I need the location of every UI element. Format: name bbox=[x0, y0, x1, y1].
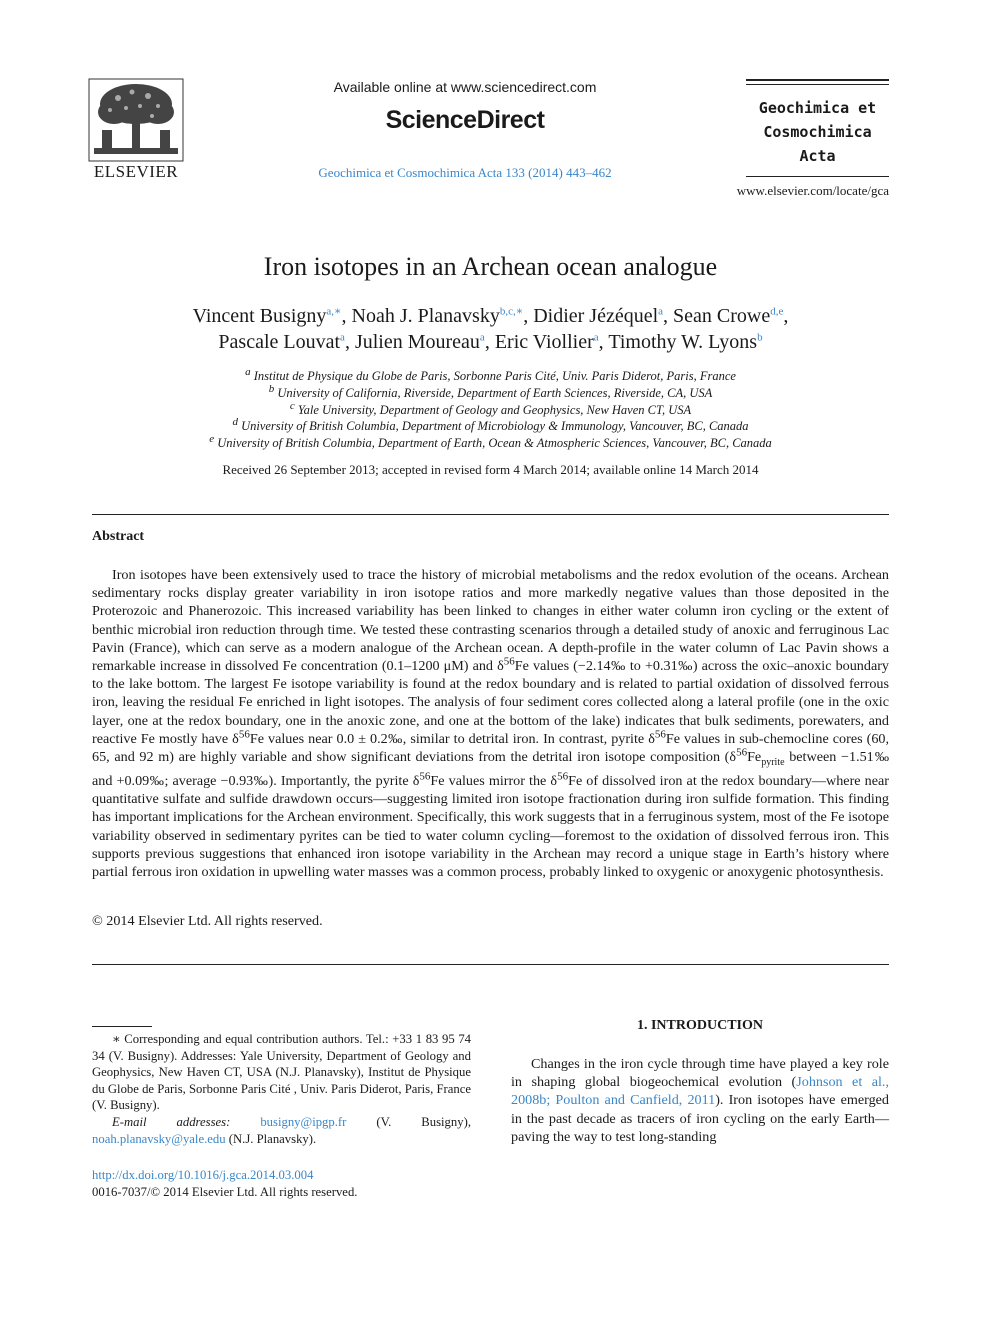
footnote-rule bbox=[92, 1026, 152, 1027]
affiliation-text: University of British Columbia, Department of Earth, Ocean & Atmospheric Sciences, Vancouver, BC, Canada bbox=[217, 436, 772, 451]
author-marks[interactable]: d,e bbox=[770, 305, 784, 318]
isotope-superscript: 56 bbox=[557, 770, 569, 783]
corresponding-footnote bbox=[92, 1031, 471, 1114]
author-sep: , bbox=[344, 331, 355, 353]
abstract-text-run: Fe bbox=[747, 749, 762, 766]
abstract-text-run: Fe values mirror the δ bbox=[430, 773, 558, 790]
journal-line: Acta bbox=[799, 147, 836, 165]
journal-rule-top bbox=[746, 79, 889, 81]
affiliation-text: University of British Columbia, Department of Microbiology & Immunology, Vancouver, BC, Canada bbox=[241, 419, 749, 434]
author-marks[interactable]: b bbox=[757, 331, 763, 344]
abstract-text-run: Fe values (−2.14‰ to +0.31‰) across the oxic–anoxic boundary to the lake bottom. The largest Fe isotope variability is found at the redox boundary and is related to partial oxidation of dissolved ferrous iron, leaving the residual Fe enriched in light isotopes. The analysis of four sediment cores collected along a lateral profile (one in the oxic layer, one at the redox boundary, one in the anoxic zone, and one at the bottom of the lake) indicates that bulk sediments, porewaters, and reactive Fe mostly have δ bbox=[92, 658, 889, 747]
affiliation-mark: d bbox=[232, 416, 238, 429]
author[interactable] bbox=[355, 331, 485, 353]
isotope-superscript: 56 bbox=[238, 728, 250, 741]
issn-copyright: 0016-7037/© 2014 Elsevier Ltd. All rights reserved. bbox=[92, 1185, 358, 1199]
abstract-body bbox=[92, 566, 889, 881]
article-title: Iron isotopes in an Archean ocean analogue bbox=[263, 252, 718, 281]
author[interactable] bbox=[608, 331, 762, 353]
affiliation-text: Yale University, Department of Geology and Geophysics, New Haven CT, USA bbox=[297, 402, 692, 417]
affiliation-mark: e bbox=[209, 433, 215, 446]
platform-brand: ScienceDirect bbox=[385, 106, 545, 134]
author-sep: , bbox=[523, 305, 534, 327]
author-marks[interactable]: b,c,∗ bbox=[499, 305, 524, 318]
email-label: E-mail addresses: bbox=[112, 1115, 231, 1129]
footnote-text: Corresponding and equal contribution authors. Tel.: +33 1 83 95 74 34 (V. Busigny). Addresses: Yale University, Department of Geology and Geophysics, New Haven CT, USA (N.J. Planavsky), Institut de Physique du Globe de Paris, Sorbonne Paris Cité , Univ. Paris Diderot, Paris, France (V. Busigny). bbox=[92, 1032, 472, 1113]
email-owner: (N.J. Planavsky). bbox=[225, 1131, 317, 1146]
intro-text-run: Changes in the iron cycle through time have played a key role in shaping global biogeochemical evolution ( bbox=[511, 1056, 889, 1091]
author[interactable] bbox=[533, 305, 663, 327]
abstract-text-run: Fe of dissolved iron at the redox boundary—where near quantitative sulfate and sulfide drawdown occurs—suggesting limited iron isotope fractionation during iron sulfide formation. This finding has important implications for the Archean environment. Specifically, this work suggests that in a ferruginous system, most of the Fe isotope variability observed in sedimentary pyrites can be tied to water column cycling—foremost to the oxidation of dissolved ferrous iron. This supports previous suggestions that enhanced iron isotope variability in the Archean may record a unique stage in Earth’s history where partial ferrous iron oxidation in upwelling water masses was a common process, probably linked to oxygenic or anoxygenic photosynthesis. bbox=[92, 773, 889, 881]
author-sep: , bbox=[663, 305, 674, 327]
email-link-planavsky[interactable]: noah.planavsky@yale.edu bbox=[92, 1131, 226, 1146]
author-marks[interactable]: a bbox=[593, 331, 599, 344]
affiliation-mark: b bbox=[268, 382, 275, 395]
author-name: Pascale Louvat bbox=[218, 331, 341, 353]
divider-top bbox=[92, 514, 889, 515]
email-footnote bbox=[92, 1114, 471, 1147]
author-sep: , bbox=[783, 305, 789, 327]
email-link-busigny[interactable]: busigny@ipgp.fr bbox=[260, 1115, 347, 1129]
intro-heading: 1. INTRODUCTION bbox=[636, 1018, 763, 1033]
author-name: Noah J. Planavsky bbox=[351, 305, 500, 327]
abstract-copyright: © 2014 Elsevier Ltd. All rights reserved. bbox=[92, 913, 323, 929]
journal-line: Geochimica et bbox=[758, 99, 877, 117]
footnote-star: ∗ bbox=[112, 1032, 121, 1046]
received-dates: Received 26 September 2013; accepted in revised form 4 March 2014; available online 14 March 2014 bbox=[222, 462, 759, 477]
author-sep: , bbox=[484, 331, 495, 353]
publisher-wordmark: ELSEVIER bbox=[93, 162, 179, 181]
affiliations bbox=[92, 365, 889, 452]
author[interactable] bbox=[193, 305, 342, 327]
affiliation-text: Institut de Physique du Globe de Paris, Sorbonne Paris Cité, Univ. Paris Diderot, Paris, France bbox=[253, 369, 736, 383]
author-marks[interactable]: a bbox=[658, 305, 664, 318]
citation-link[interactable]: Geochimica et Cosmochimica Acta 133 (2014) 443–462 bbox=[318, 165, 612, 180]
email-owner: (V. Busigny), bbox=[346, 1115, 471, 1129]
author-list bbox=[92, 303, 889, 355]
affiliation bbox=[92, 382, 889, 402]
author[interactable] bbox=[218, 331, 345, 353]
journal-rule-top-thin bbox=[746, 84, 889, 85]
intro-body bbox=[511, 1055, 889, 1146]
intro-text-run: ). Iron isotopes have emerged in the past decade as tracers of iron cycling on the early Earth—paving the way to test long-standing bbox=[511, 1092, 889, 1145]
affiliation-text: University of California, Riverside, Department of Earth Sciences, Riverside, CA, USA bbox=[277, 385, 713, 400]
affiliation bbox=[92, 435, 889, 452]
divider-bottom bbox=[92, 964, 889, 965]
pyrite-subscript: pyrite bbox=[761, 756, 785, 768]
abstract-text-run: between −1.51‰ and +0.09‰; average −0.93‰). Importantly, the pyrite δ bbox=[92, 749, 889, 790]
author[interactable] bbox=[673, 305, 783, 327]
abstract-text-run: Fe values in sub-chemocline cores (60, 65, and 92 m) are highly variable and show significant deviations from the detrital iron isotope composition (δ bbox=[92, 730, 890, 766]
author-name: Julien Moureau bbox=[354, 331, 480, 353]
author-name: Sean Crowe bbox=[673, 305, 771, 327]
isotope-superscript: 56 bbox=[503, 655, 515, 668]
author-marks[interactable]: a bbox=[340, 331, 345, 344]
author-sep: , bbox=[341, 305, 352, 327]
abstract-heading: Abstract bbox=[92, 529, 145, 544]
affiliation-mark: c bbox=[289, 399, 295, 412]
affiliation-mark: a bbox=[245, 365, 251, 378]
author-name: Eric Viollier bbox=[494, 331, 594, 353]
author-name: Vincent Busigny bbox=[192, 305, 327, 327]
author-sep: , bbox=[598, 331, 609, 353]
abstract-text-run: Fe values near 0.0 ± 0.2‰, similar to detrital iron. In contrast, pyrite δ bbox=[249, 730, 655, 747]
author-marks[interactable]: a,∗ bbox=[326, 305, 342, 318]
isotope-superscript: 56 bbox=[419, 770, 431, 783]
author[interactable] bbox=[495, 331, 599, 353]
available-online: Available online at www.sciencedirect.com bbox=[333, 79, 597, 95]
journal-line: Cosmochimica bbox=[763, 123, 872, 141]
doi-link[interactable]: http://dx.doi.org/10.1016/j.gca.2014.03.004 bbox=[92, 1168, 314, 1182]
affiliation bbox=[92, 365, 889, 385]
author-name: Didier Jézéquel bbox=[533, 305, 659, 327]
journal-name bbox=[746, 96, 889, 168]
author-marks[interactable]: a bbox=[479, 331, 485, 344]
isotope-superscript: 56 bbox=[654, 728, 666, 741]
author[interactable] bbox=[352, 305, 524, 327]
isotope-superscript: 56 bbox=[736, 746, 748, 759]
tree-icon bbox=[88, 78, 184, 162]
affiliation bbox=[92, 399, 889, 419]
journal-rule-bottom bbox=[746, 176, 889, 177]
author-name: Timothy W. Lyons bbox=[608, 331, 758, 353]
journal-url[interactable]: www.elsevier.com/locate/gca bbox=[736, 183, 889, 198]
reference-link[interactable]: Johnson et al., 2008b; Poulton and Canfield, 2011 bbox=[511, 1074, 889, 1109]
abstract-text-run: Iron isotopes have been extensively used to trace the history of microbial metabolisms and the redox evolution of the oceans. Archean sedimentary rocks display greater variability in iron isotope ratios and more markedly negative values than those deposited in the Proterozoic and Phanerozoic. This increased variability has been linked to changes in either water column iron cycling or the extent of benthic microbial iron reduction through time. We tested these contrasting scenarios through a detailed study of anoxic and ferruginous Lac Pavin (France), which can serve as a modern analogue of the Archean ocean. A depth-profile in the water column of Lac Pavin shows a remarkable increase in dissolved Fe concentration (0.1–1200 μM) and δ bbox=[92, 567, 889, 675]
